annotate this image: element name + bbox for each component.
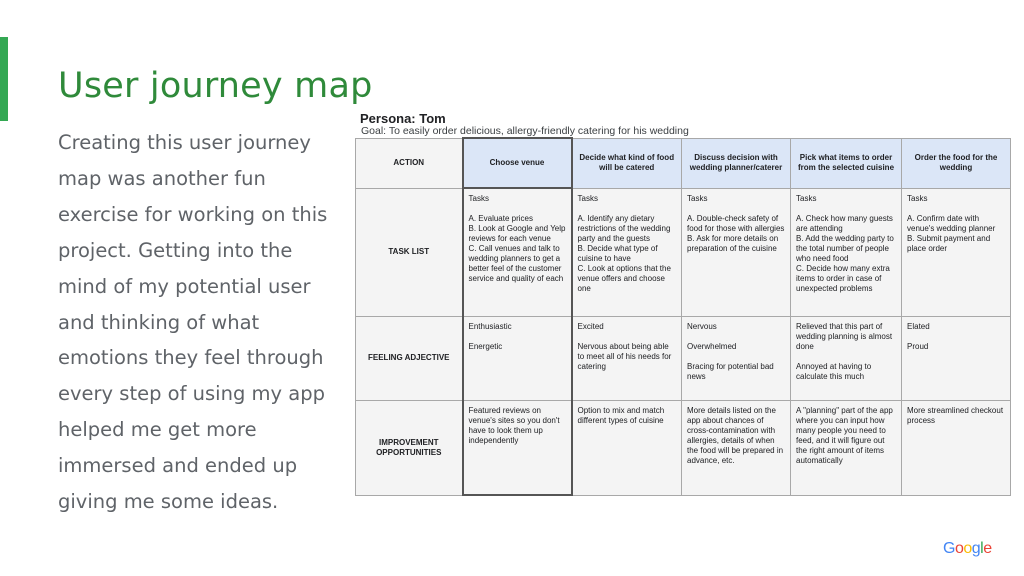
table-cell: More streamlined checkout process xyxy=(902,400,1011,495)
stage-header: Order the food for the wedding xyxy=(902,138,1011,188)
stage-header: Decide what kind of food will be catered xyxy=(572,138,682,188)
row-label: FEELING ADJECTIVE xyxy=(356,316,463,400)
table-cell: Enthusiastic Energetic xyxy=(463,316,572,400)
table-cell: Tasks A. Identify any dietary restrictions of the wedding party and the guests B. Decide what type of cuisine to have C. Look at options that the venue offers and choose one xyxy=(572,188,682,316)
table-cell: More details listed on the app about chances of cross-contamination with allergies, details of when the food will be prepared in advance, etc. xyxy=(682,400,791,495)
feeling-adjective-row xyxy=(356,316,1011,400)
google-logo xyxy=(943,540,992,558)
logo-letter: l xyxy=(980,540,984,557)
action-header: ACTION xyxy=(356,138,463,188)
table-cell: A "planning" part of the app where you can input how many people you need to feed, and it will figure out the right amount of items automatically xyxy=(791,400,902,495)
stage-header-row xyxy=(356,138,1011,188)
table-cell: Option to mix and match different types of cuisine xyxy=(572,400,682,495)
task-list-row xyxy=(356,188,1011,316)
persona-goal: Goal: To easily order delicious, allergy-friendly catering for his wedding xyxy=(361,125,689,137)
table-cell: Tasks A. Double-check safety of food for those with allergies B. Ask for more details on preparation of the cuisine xyxy=(682,188,791,316)
row-label: IMPROVEMENT OPPORTUNITIES xyxy=(356,400,463,495)
table-cell: Relieved that this part of wedding planning is almost done Annoyed at having to calculate this much xyxy=(791,316,902,400)
logo-letter: o xyxy=(954,540,964,557)
logo-letter: g xyxy=(971,540,981,557)
logo-letter: e xyxy=(983,540,992,557)
journey-map-table xyxy=(355,137,1011,496)
stage-header: Pick what items to order from the selected cuisine xyxy=(791,138,902,188)
table-cell: Tasks A. Evaluate prices B. Look at Google and Yelp reviews for each venue C. Call venues and talk to wedding planners to get a better feel of the customer service and quality of each xyxy=(463,188,572,316)
slide-body-text: Creating this user journey map was another fun exercise for working on this project. Getting into the mind of my potential user and thinking of what emotions they feel through every step of using my app helped me get more immersed and ended up giving me some ideas. xyxy=(58,131,328,514)
improvement-opportunities-row xyxy=(356,400,1011,495)
table-cell: Excited Nervous about being able to meet all of his needs for catering xyxy=(572,316,682,400)
slide-title: User journey map xyxy=(58,66,373,106)
table-cell: Featured reviews on venue's sites so you don't have to look them up independently xyxy=(463,400,572,495)
table-cell: Elated Proud xyxy=(902,316,1011,400)
table-cell: Nervous Overwhelmed Bracing for potential bad news xyxy=(682,316,791,400)
stage-header: Choose venue xyxy=(463,138,572,188)
accent-bar xyxy=(0,37,8,121)
logo-letter: G xyxy=(943,540,955,557)
table-cell: Tasks A. Check how many guests are attending B. Add the wedding party to the total number of people who need food C. Decide how many extra items to order in case of unexpected problems xyxy=(791,188,902,316)
row-label: TASK LIST xyxy=(356,188,463,316)
persona-name: Persona: Tom xyxy=(360,111,446,126)
stage-header: Discuss decision with wedding planner/caterer xyxy=(682,138,791,188)
logo-letter: o xyxy=(963,540,972,557)
table-cell: Tasks A. Confirm date with venue's wedding planner B. Submit payment and place order xyxy=(902,188,1011,316)
